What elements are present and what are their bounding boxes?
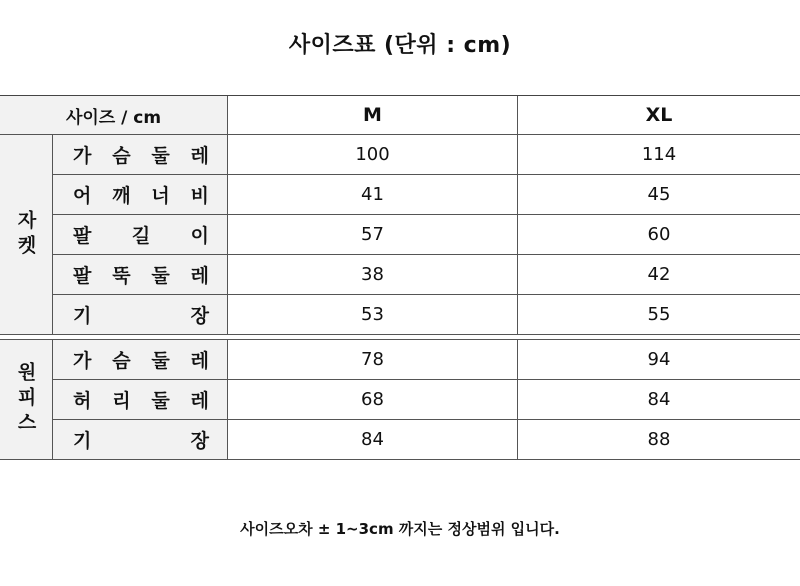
measurement-label-char: 가 bbox=[73, 350, 92, 372]
value-m: 100 bbox=[228, 135, 518, 174]
table-row bbox=[53, 175, 800, 215]
value-xl: 94 bbox=[647, 349, 671, 370]
table-row bbox=[53, 215, 800, 255]
measurement-label-char: 어 bbox=[73, 185, 92, 207]
measurement-label-char: 둘 bbox=[151, 350, 170, 372]
measurement-label-char: 허 bbox=[73, 390, 92, 412]
value-xl: 60 bbox=[647, 224, 671, 245]
measurement-label-char: 기 bbox=[73, 305, 92, 327]
measurement-label-char: 레 bbox=[190, 265, 209, 287]
measurement-label-char: 비 bbox=[190, 185, 209, 207]
table-row bbox=[53, 340, 800, 380]
measurement-label-char: 레 bbox=[190, 145, 209, 167]
measurement-label-char: 기 bbox=[73, 430, 92, 452]
measurement-label-char: 깨 bbox=[112, 185, 131, 207]
measurement-label-char: 레 bbox=[190, 390, 209, 412]
table-row bbox=[53, 380, 800, 420]
value-m: 84 bbox=[228, 420, 518, 459]
measurement-label bbox=[53, 215, 228, 254]
value-xl: 42 bbox=[647, 264, 671, 285]
page-title: 사이즈표 (단위 : cm) bbox=[288, 33, 512, 58]
table-row bbox=[53, 255, 800, 295]
measurement-label bbox=[53, 340, 228, 379]
table-row bbox=[53, 295, 800, 335]
category-name: 원피스 bbox=[14, 362, 37, 437]
value-xl: 45 bbox=[647, 184, 671, 205]
value-xl: 84 bbox=[647, 389, 671, 410]
measurement-label-char: 장 bbox=[190, 430, 209, 452]
measurement-label-char: 팔 bbox=[73, 265, 92, 287]
table-row bbox=[53, 135, 800, 175]
table-header-row bbox=[0, 95, 800, 135]
measurement-label-char: 레 bbox=[190, 350, 209, 372]
section-rows bbox=[53, 135, 800, 335]
measurement-label bbox=[53, 255, 228, 294]
section-jacket bbox=[0, 135, 800, 335]
value-m: 38 bbox=[228, 255, 518, 294]
header-size-xl: XL bbox=[645, 104, 673, 126]
measurement-label bbox=[53, 380, 228, 419]
section-dress bbox=[0, 340, 800, 460]
category-name: 자켓 bbox=[14, 209, 37, 260]
measurement-label-char: 팔 bbox=[73, 225, 92, 247]
measurement-label bbox=[53, 175, 228, 214]
measurement-label-char: 너 bbox=[151, 185, 170, 207]
measurement-label-char: 이 bbox=[190, 225, 209, 247]
value-xl: 88 bbox=[647, 429, 671, 450]
header-size-unit: 사이즈 / cm bbox=[0, 96, 228, 134]
measurement-label-char: 둘 bbox=[151, 390, 170, 412]
measurement-label-char: 리 bbox=[112, 390, 131, 412]
value-m: 78 bbox=[228, 340, 518, 379]
value-m: 53 bbox=[228, 295, 518, 334]
size-table bbox=[0, 95, 800, 460]
section-rows bbox=[53, 340, 800, 460]
measurement-label-char: 둘 bbox=[151, 145, 170, 167]
measurement-label bbox=[53, 135, 228, 174]
size-tolerance-note: 사이즈오차 ± 1~3cm 까지는 정상범위 입니다. bbox=[240, 520, 560, 538]
measurement-label-char: 슴 bbox=[112, 350, 131, 372]
measurement-label-char: 장 bbox=[190, 305, 209, 327]
measurement-label bbox=[53, 420, 228, 459]
measurement-label-char: 뚝 bbox=[112, 265, 131, 287]
value-xl: 114 bbox=[641, 144, 677, 165]
value-m: 57 bbox=[228, 215, 518, 254]
header-size-m: M bbox=[228, 96, 518, 134]
value-m: 68 bbox=[228, 380, 518, 419]
measurement-label-char: 길 bbox=[131, 225, 151, 247]
measurement-label-char: 둘 bbox=[151, 265, 170, 287]
table-row bbox=[53, 420, 800, 460]
value-xl: 55 bbox=[647, 304, 671, 325]
value-m: 41 bbox=[228, 175, 518, 214]
measurement-label-char: 슴 bbox=[112, 145, 131, 167]
measurement-label bbox=[53, 295, 228, 334]
measurement-label-char: 가 bbox=[73, 145, 92, 167]
category-label bbox=[0, 135, 53, 335]
category-label bbox=[0, 340, 53, 460]
